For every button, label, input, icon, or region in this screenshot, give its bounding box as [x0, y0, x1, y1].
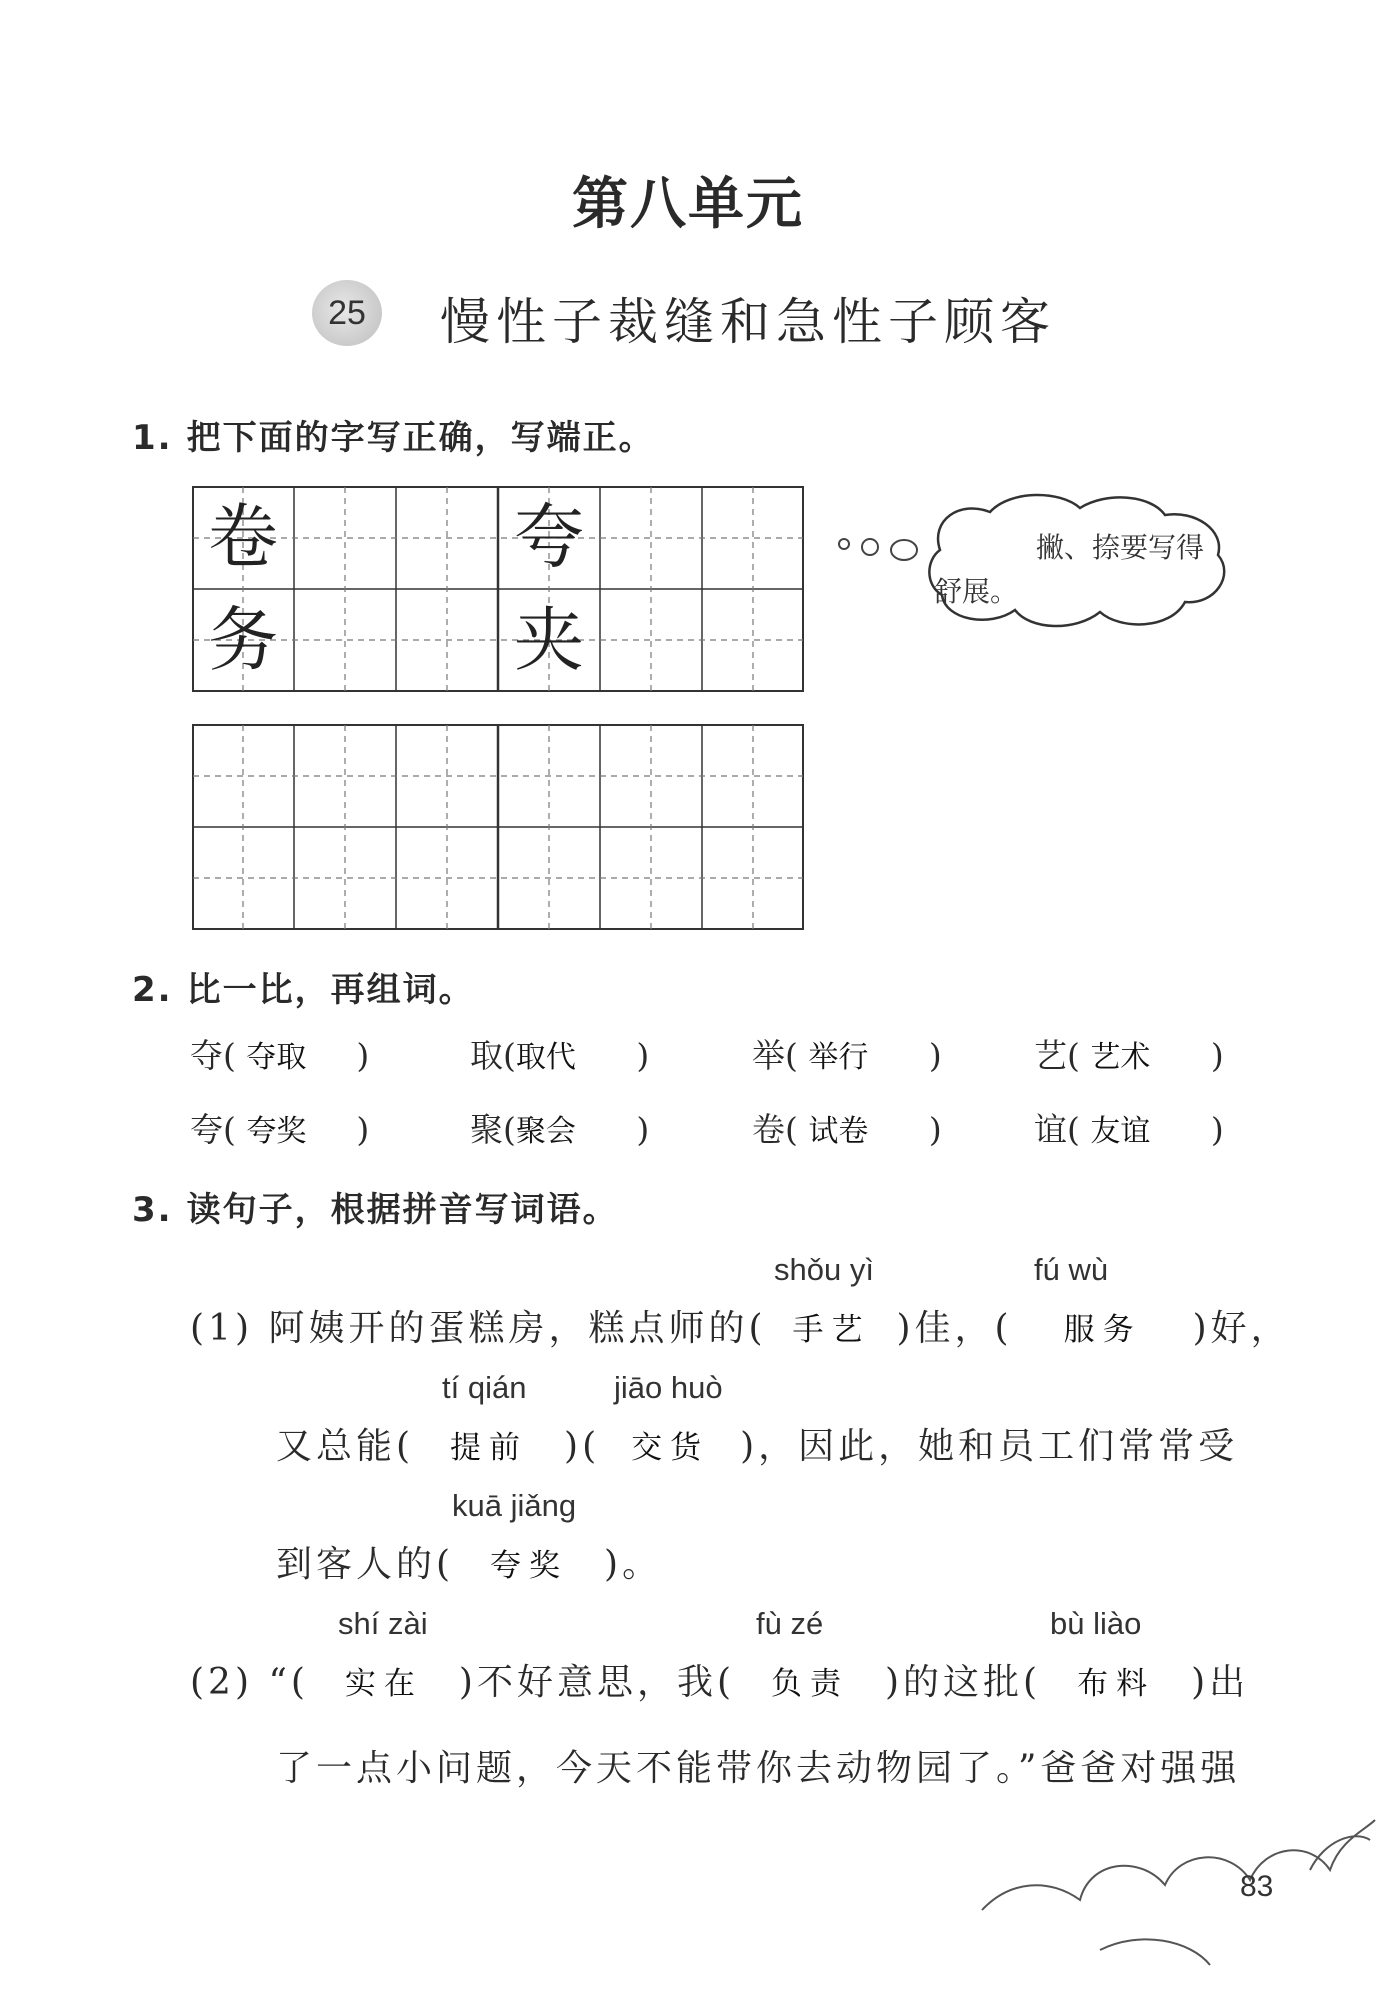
- sentence-label: (2): [190, 1662, 253, 1703]
- cloud-decoration: [980, 1800, 1376, 1994]
- answer-blank[interactable]: 夸奖: [490, 1548, 569, 1584]
- sentence-1-line-3: [276, 1536, 662, 1587]
- sentence-1-line-2: [276, 1418, 1238, 1469]
- pair-char: 取: [470, 1036, 503, 1075]
- pair-char: 谊: [1034, 1110, 1067, 1149]
- sentence-label: (1): [190, 1308, 253, 1349]
- pinyin-hint: shǒu yì: [774, 1252, 874, 1287]
- word-pair: 夸( 夸奖 ): [190, 1104, 369, 1151]
- pair-answer[interactable]: 试卷: [808, 1115, 869, 1148]
- sentence-text: 到客人的(: [276, 1544, 455, 1585]
- answer-blank[interactable]: 负责: [771, 1666, 849, 1702]
- word-pair: 取(取代 ): [470, 1030, 649, 1077]
- sentence-text: “(: [268, 1662, 309, 1703]
- q3-number: 3.: [132, 1190, 173, 1230]
- page-number: 83: [1240, 1870, 1274, 1903]
- pair-char: 艺: [1034, 1036, 1067, 1075]
- answer-blank[interactable]: 实在: [344, 1666, 423, 1702]
- q1-heading: [132, 410, 655, 459]
- sentence-text: )佳，(: [896, 1308, 1013, 1349]
- sentence-text: 又总能(: [276, 1426, 415, 1467]
- sentence-1-line-1: [190, 1300, 1291, 1351]
- writing-grid-model[interactable]: [192, 486, 804, 692]
- writing-grid-practice[interactable]: [192, 724, 804, 930]
- sentence-text: 阿姨开的蛋糕房，糕点师的(: [268, 1308, 767, 1349]
- answer-blank[interactable]: 服务: [1063, 1312, 1142, 1348]
- word-pair: 艺( 艺术 ): [1034, 1030, 1224, 1077]
- pair-answer[interactable]: 艺术: [1090, 1041, 1151, 1074]
- pair-char: 举: [752, 1036, 785, 1075]
- q2-instruction: 比一比，再组词。: [186, 970, 475, 1010]
- model-char: 务: [208, 599, 278, 681]
- pinyin-hint: fú wù: [1034, 1252, 1109, 1287]
- pair-char: 夺: [190, 1036, 223, 1075]
- q3-heading: [132, 1182, 619, 1231]
- sentence-text: )出: [1191, 1662, 1250, 1703]
- q1-instruction: 把下面的字写正确，写端正。: [186, 418, 655, 458]
- lesson-number-badge: 25: [312, 280, 382, 346]
- word-pair: 谊( 友谊 ): [1034, 1104, 1224, 1151]
- q2-heading: [132, 962, 475, 1011]
- tianzige-grid-2: [192, 724, 804, 930]
- sentence-text: )不好意思，我(: [458, 1662, 735, 1703]
- model-char: 夸: [514, 496, 584, 578]
- word-pair: 卷( 试卷 ): [752, 1104, 942, 1151]
- tip-line-2: 舒展。: [934, 575, 1019, 608]
- answer-blank[interactable]: 提前: [450, 1430, 529, 1466]
- pair-answer[interactable]: 友谊: [1090, 1115, 1151, 1148]
- pair-answer[interactable]: 夸奖: [246, 1115, 307, 1148]
- pair-char: 聚: [470, 1110, 503, 1149]
- tip-line-1: 撇、捺要写得: [1035, 531, 1204, 564]
- model-char: 卷: [208, 496, 278, 578]
- pinyin-hint: jiāo huò: [614, 1370, 723, 1405]
- pinyin-hint: tí qián: [442, 1370, 527, 1405]
- word-pair: 举( 举行 ): [752, 1030, 942, 1077]
- model-char: 夹: [514, 599, 584, 681]
- pinyin-hint: fù zé: [756, 1606, 824, 1641]
- pair-char: 夸: [190, 1110, 223, 1149]
- pinyin-hint: bù liào: [1050, 1606, 1142, 1641]
- answer-blank[interactable]: 手艺: [792, 1312, 871, 1348]
- answer-blank[interactable]: 交货: [631, 1430, 710, 1466]
- pair-char: 卷: [752, 1110, 785, 1149]
- pair-answer[interactable]: 聚会: [515, 1115, 576, 1148]
- pair-answer[interactable]: 夺取: [246, 1041, 307, 1074]
- word-pair: 聚(聚会 ): [470, 1104, 649, 1151]
- pinyin-hint: kuā jiǎng: [452, 1488, 577, 1523]
- q1-number: 1.: [132, 418, 173, 458]
- sentence-text: )。: [604, 1544, 663, 1585]
- sentence-2-line-1: [190, 1654, 1249, 1705]
- pair-answer[interactable]: 取代: [515, 1041, 576, 1074]
- thought-bubble-tip: [934, 526, 1204, 614]
- answer-blank[interactable]: 布料: [1077, 1666, 1156, 1702]
- sentence-text: )，因此，她和员工们常常受: [740, 1426, 1239, 1467]
- sentence-text: )(: [564, 1426, 601, 1467]
- sentence-2-line-2: 了一点小问题，今天不能带你去动物园了。”爸爸对强强: [276, 1748, 1241, 1789]
- sentence-text: )好，: [1192, 1308, 1291, 1349]
- unit-title: 第八单元: [572, 172, 804, 237]
- pinyin-hint: shí zài: [338, 1606, 428, 1641]
- q2-number: 2.: [132, 970, 173, 1010]
- lesson-title: 慢性子裁缝和急性子顾客: [440, 293, 1056, 351]
- pair-answer[interactable]: 举行: [808, 1041, 869, 1074]
- word-pair: 夺( 夺取 ): [190, 1030, 369, 1077]
- sentence-text: )的这批(: [885, 1662, 1042, 1703]
- q3-instruction: 读句子，根据拼音写词语。: [186, 1190, 619, 1230]
